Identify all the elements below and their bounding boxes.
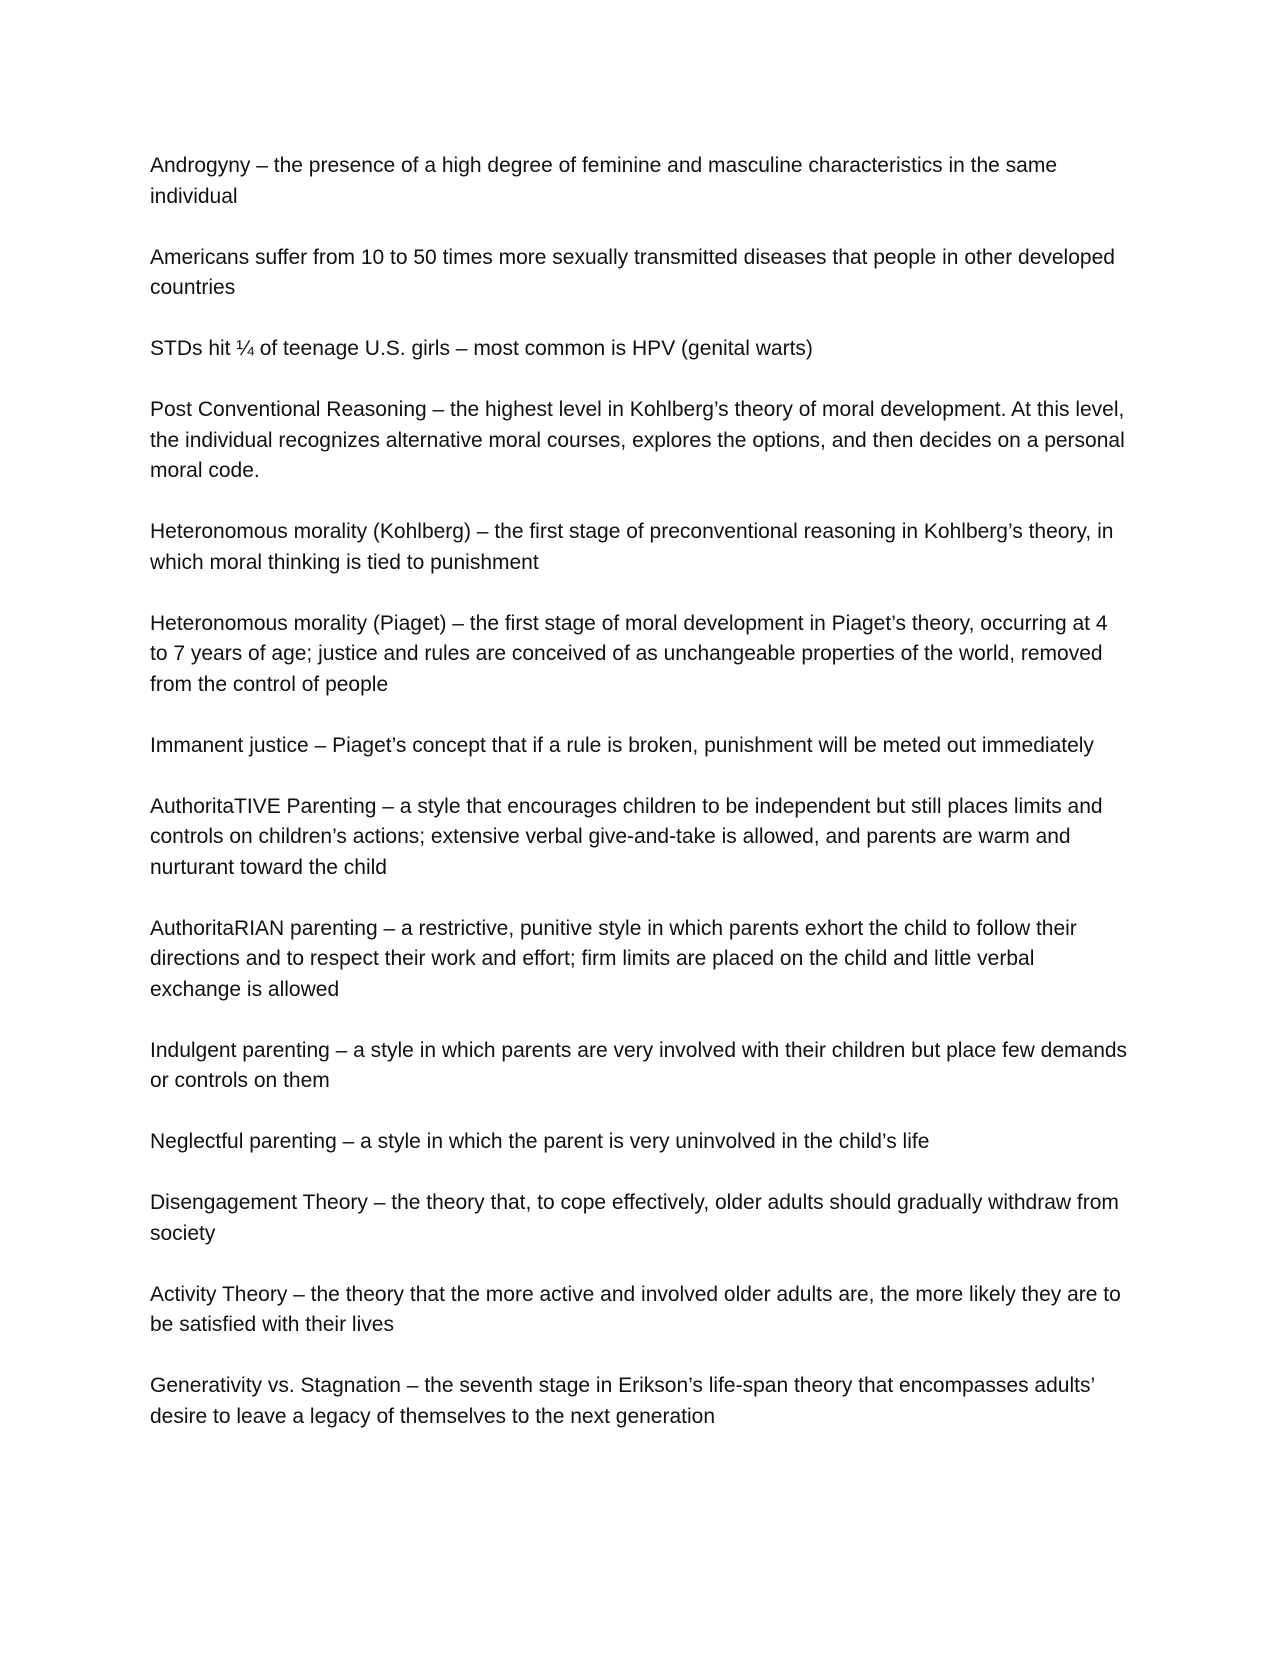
document-body — [150, 151, 1130, 1463]
paragraph-neglectful: Neglectful parenting – a style in which the parent is very uninvolved in the child’s life — [150, 1130, 930, 1153]
paragraph-immanent-justice: Immanent justice – Piaget’s concept that if a rule is broken, punishment will be meted out immediately — [150, 733, 1094, 757]
paragraph-disengagement: Disengagement Theory – the theory that, to cope effectively, older adults should gradually withdraw from society — [150, 1191, 1119, 1245]
paragraph-authoritarian: AuthoritaRIAN parenting – a restrictive, punitive style in which parents exhort the child to follow their directions and to respect their work and effort; firm limits are placed on the child and little verbal exchange is allowed — [150, 916, 1077, 1001]
paragraph-indulgent: Indulgent parenting – a style in which parents are very involved with their children but place few demands or controls on them — [150, 1038, 1128, 1092]
paragraph-heteronomous-piaget: Heteronomous morality (Piaget) – the first stage of moral development in Piaget’s theory, occurring at 4 to 7 years of age; justice and rules are conceived of as unchangeable properties of the world, removed from the control of people — [150, 611, 1108, 696]
paragraph-activity-theory: Activity Theory – the theory that the more active and involved older adults are, the more likely they are to be satisfied with their lives — [150, 1282, 1121, 1336]
paragraph-std-teenage: STDs hit ¼ of teenage U.S. girls – most common is HPV (genital warts) — [150, 337, 813, 360]
paragraph-androgyny: Androgyny – the presence of a high degree of feminine and masculine characteristics in the same individual — [150, 154, 1058, 208]
paragraph-authoritative: AuthoritaTIVE Parenting – a style that encourages children to be independent but still places limits and controls on children’s actions; extensive verbal give-and-take is allowed, and parents are warm and nurturant toward the child — [150, 794, 1103, 879]
paragraph-generativity: Generativity vs. Stagnation – the seventh stage in Erikson’s life-span theory that encompasses adults’ desire to leave a legacy of themselves to the next generation — [150, 1374, 1095, 1428]
paragraph-heteronomous-kohlberg: Heteronomous morality (Kohlberg) – the first stage of preconventional reasoning in Kohlberg’s theory, in which moral thinking is tied to punishment — [150, 520, 1114, 574]
paragraph-americans-std: Americans suffer from 10 to 50 times more sexually transmitted diseases that people in other developed countries — [150, 245, 1115, 299]
paragraph-post-conventional: Post Conventional Reasoning – the highest level in Kohlberg’s theory of moral development. At this level, the individual recognizes alternative moral courses, explores the options, and then decides on a personal moral code. — [150, 398, 1125, 482]
